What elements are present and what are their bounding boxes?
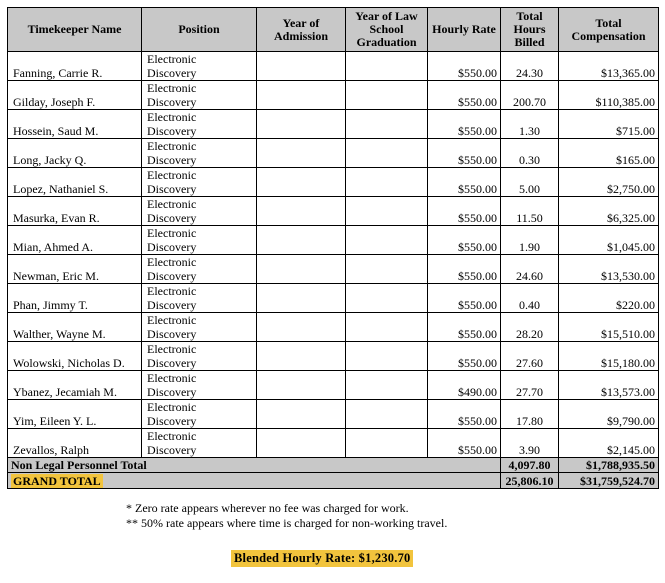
cell-hours: 27.60 xyxy=(501,342,559,371)
cell-hours: 1.30 xyxy=(501,110,559,139)
cell-position xyxy=(142,139,257,168)
cell-position xyxy=(142,342,257,371)
cell-position xyxy=(142,313,257,342)
cell-admission xyxy=(257,197,346,226)
cell-position xyxy=(142,197,257,226)
grand-comp: $31,759,524.70 xyxy=(559,473,659,489)
cell-hours: 17.80 xyxy=(501,400,559,429)
cell-graduation xyxy=(346,313,428,342)
cell-graduation xyxy=(346,342,428,371)
cell-comp: $13,365.00 xyxy=(559,52,659,81)
table-row xyxy=(8,400,659,429)
cell-rate: $550.00 xyxy=(428,429,501,458)
nonlegal-label: Non Legal Personnel Total xyxy=(8,458,501,473)
cell-comp: $13,573.00 xyxy=(559,371,659,400)
cell-admission xyxy=(257,342,346,371)
header-hours: Total Hours Billed xyxy=(501,8,559,52)
cell-graduation xyxy=(346,110,428,139)
cell-hours: 200.70 xyxy=(501,81,559,110)
cell-rate: $490.00 xyxy=(428,371,501,400)
cell-hours: 5.00 xyxy=(501,168,559,197)
nonlegal-total-row xyxy=(8,458,659,473)
cell-rate: $550.00 xyxy=(428,342,501,371)
cell-rate: $550.00 xyxy=(428,313,501,342)
cell-hours: 0.30 xyxy=(501,139,559,168)
table-row xyxy=(8,197,659,226)
cell-rate: $550.00 xyxy=(428,52,501,81)
cell-graduation xyxy=(346,371,428,400)
table-row xyxy=(8,313,659,342)
timekeeper-table xyxy=(7,7,659,489)
cell-hours: 3.90 xyxy=(501,429,559,458)
cell-comp: $13,530.00 xyxy=(559,255,659,284)
cell-name: Zevallos, Ralph xyxy=(8,429,142,458)
cell-graduation xyxy=(346,81,428,110)
position-line-2: Discovery xyxy=(147,95,197,109)
cell-admission xyxy=(257,400,346,429)
cell-graduation xyxy=(346,226,428,255)
cell-comp: $715.00 xyxy=(559,110,659,139)
cell-comp: $9,790.00 xyxy=(559,400,659,429)
cell-position xyxy=(142,429,257,458)
cell-admission xyxy=(257,371,346,400)
header-graduation: Year of Law School Graduation xyxy=(346,8,428,52)
position-line-1: Electronic xyxy=(147,342,197,356)
position-line-1: Electronic xyxy=(147,197,197,211)
position-line-2: Discovery xyxy=(147,443,197,457)
cell-hours: 11.50 xyxy=(501,197,559,226)
cell-hours: 24.30 xyxy=(501,52,559,81)
cell-graduation xyxy=(346,52,428,81)
position-line-2: Discovery xyxy=(147,211,197,225)
position-line-2: Discovery xyxy=(147,385,197,399)
note-zero-rate: * Zero rate appears wherever no fee was charged for work. xyxy=(126,501,409,515)
cell-comp: $15,180.00 xyxy=(559,342,659,371)
cell-hours: 0.40 xyxy=(501,284,559,313)
grand-hours: 25,806.10 xyxy=(501,473,559,489)
cell-rate: $550.00 xyxy=(428,197,501,226)
cell-position xyxy=(142,52,257,81)
cell-hours: 28.20 xyxy=(501,313,559,342)
table-row xyxy=(8,226,659,255)
cell-admission xyxy=(257,110,346,139)
cell-name: Yim, Eileen Y. L. xyxy=(8,400,142,429)
position-line-1: Electronic xyxy=(147,81,197,95)
cell-position xyxy=(142,226,257,255)
position-line-1: Electronic xyxy=(147,400,197,414)
position-line-1: Electronic xyxy=(147,52,197,66)
cell-rate: $550.00 xyxy=(428,81,501,110)
grand-label: GRAND TOTAL xyxy=(13,474,101,488)
table-row xyxy=(8,255,659,284)
cell-admission xyxy=(257,139,346,168)
cell-rate: $550.00 xyxy=(428,168,501,197)
position-line-1: Electronic xyxy=(147,139,197,153)
table-row xyxy=(8,139,659,168)
cell-hours: 24.60 xyxy=(501,255,559,284)
cell-rate: $550.00 xyxy=(428,400,501,429)
position-line-2: Discovery xyxy=(147,356,197,370)
position-line-1: Electronic xyxy=(147,168,197,182)
cell-graduation xyxy=(346,197,428,226)
cell-name: Gilday, Joseph F. xyxy=(8,81,142,110)
cell-comp: $110,385.00 xyxy=(559,81,659,110)
position-line-1: Electronic xyxy=(147,110,197,124)
table-row xyxy=(8,168,659,197)
cell-admission xyxy=(257,168,346,197)
table-row xyxy=(8,371,659,400)
cell-comp: $2,750.00 xyxy=(559,168,659,197)
cell-rate: $550.00 xyxy=(428,255,501,284)
position-line-2: Discovery xyxy=(147,269,197,283)
cell-rate: $550.00 xyxy=(428,284,501,313)
table-row xyxy=(8,429,659,458)
cell-hours: 1.90 xyxy=(501,226,559,255)
header-comp: Total Compensation xyxy=(559,8,659,52)
position-line-2: Discovery xyxy=(147,182,197,196)
cell-comp: $2,145.00 xyxy=(559,429,659,458)
cell-graduation xyxy=(346,284,428,313)
cell-name: Hossein, Saud M. xyxy=(8,110,142,139)
position-line-2: Discovery xyxy=(147,66,197,80)
position-line-1: Electronic xyxy=(147,429,197,443)
cell-name: Newman, Eric M. xyxy=(8,255,142,284)
cell-admission xyxy=(257,429,346,458)
nonlegal-hours: 4,097.80 xyxy=(501,458,559,473)
note-half-rate: ** 50% rate appears where time is charged for non-working travel. xyxy=(126,516,448,530)
cell-name: Walther, Wayne M. xyxy=(8,313,142,342)
position-line-1: Electronic xyxy=(147,313,197,327)
position-line-2: Discovery xyxy=(147,124,197,138)
nonlegal-comp: $1,788,935.50 xyxy=(559,458,659,473)
cell-position xyxy=(142,110,257,139)
cell-graduation xyxy=(346,139,428,168)
cell-graduation xyxy=(346,429,428,458)
position-line-2: Discovery xyxy=(147,327,197,341)
cell-rate: $550.00 xyxy=(428,226,501,255)
cell-name: Mian, Ahmed A. xyxy=(8,226,142,255)
cell-position xyxy=(142,400,257,429)
cell-admission xyxy=(257,226,346,255)
cell-graduation xyxy=(346,255,428,284)
cell-name: Phan, Jimmy T. xyxy=(8,284,142,313)
cell-comp: $15,510.00 xyxy=(559,313,659,342)
cell-position xyxy=(142,168,257,197)
cell-name: Masurka, Evan R. xyxy=(8,197,142,226)
position-line-1: Electronic xyxy=(147,284,197,298)
cell-name: Long, Jacky Q. xyxy=(8,139,142,168)
position-line-1: Electronic xyxy=(147,226,197,240)
position-line-2: Discovery xyxy=(147,240,197,254)
header-admission: Year of Admission xyxy=(257,8,346,52)
footnotes xyxy=(126,501,447,531)
cell-graduation xyxy=(346,400,428,429)
header-name: Timekeeper Name xyxy=(8,8,142,52)
position-line-1: Electronic xyxy=(147,371,197,385)
cell-comp: $6,325.00 xyxy=(559,197,659,226)
cell-comp: $165.00 xyxy=(559,139,659,168)
cell-position xyxy=(142,81,257,110)
header-position: Position xyxy=(142,8,257,52)
position-line-1: Electronic xyxy=(147,255,197,269)
cell-admission xyxy=(257,284,346,313)
cell-admission xyxy=(257,52,346,81)
blended-rate: Blended Hourly Rate: $1,230.70 xyxy=(231,550,413,567)
cell-name: Ybanez, Jecamiah M. xyxy=(8,371,142,400)
cell-admission xyxy=(257,81,346,110)
table-row xyxy=(8,342,659,371)
cell-position xyxy=(142,371,257,400)
grand-label-cell xyxy=(8,473,501,489)
grand-total-row xyxy=(8,473,659,489)
table-row xyxy=(8,81,659,110)
cell-graduation xyxy=(346,168,428,197)
cell-name: Wolowski, Nicholas D. xyxy=(8,342,142,371)
table-row xyxy=(8,284,659,313)
table-row xyxy=(8,110,659,139)
cell-position xyxy=(142,284,257,313)
position-line-2: Discovery xyxy=(147,414,197,428)
cell-admission xyxy=(257,255,346,284)
cell-hours: 27.70 xyxy=(501,371,559,400)
header-rate: Hourly Rate xyxy=(428,8,501,52)
cell-position xyxy=(142,255,257,284)
cell-name: Fanning, Carrie R. xyxy=(8,52,142,81)
cell-admission xyxy=(257,313,346,342)
cell-name: Lopez, Nathaniel S. xyxy=(8,168,142,197)
cell-comp: $1,045.00 xyxy=(559,226,659,255)
position-line-2: Discovery xyxy=(147,298,197,312)
cell-rate: $550.00 xyxy=(428,139,501,168)
table-row xyxy=(8,52,659,81)
header-row xyxy=(8,8,659,52)
cell-comp: $220.00 xyxy=(559,284,659,313)
position-line-2: Discovery xyxy=(147,153,197,167)
cell-rate: $550.00 xyxy=(428,110,501,139)
